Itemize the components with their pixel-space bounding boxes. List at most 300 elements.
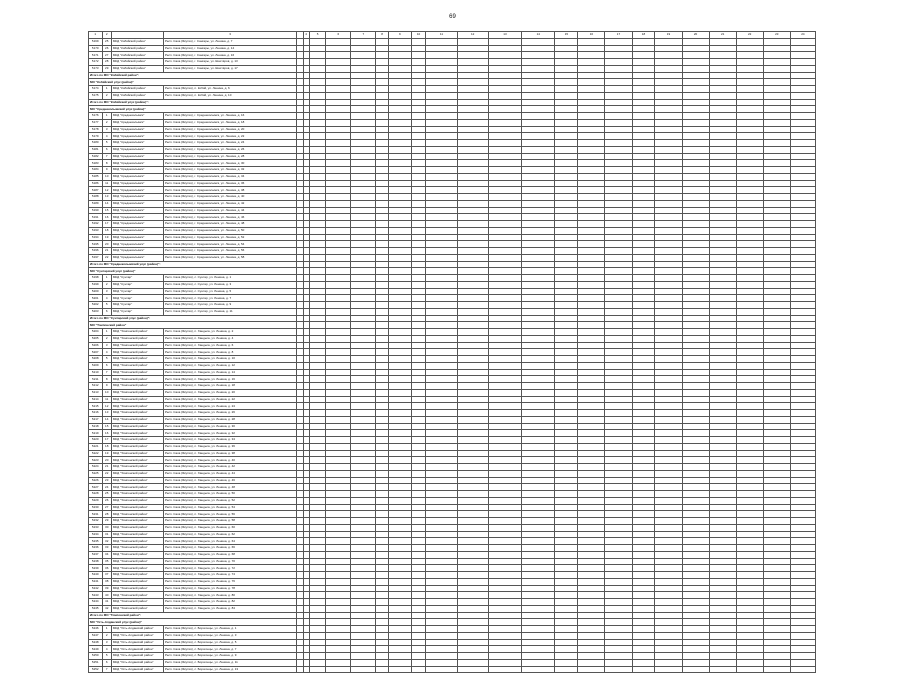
- table-cell: [309, 592, 326, 599]
- table-cell: [457, 666, 488, 673]
- table-cell: [709, 450, 736, 457]
- table-cell: [736, 538, 763, 545]
- table-cell: [790, 248, 815, 255]
- table-cell: [411, 558, 426, 565]
- table-cell: [736, 403, 763, 410]
- table-cell: [682, 437, 709, 444]
- table-cell: [555, 207, 578, 214]
- table-cell: [736, 86, 763, 93]
- table-cell: [632, 254, 655, 261]
- table-cell: [736, 578, 763, 585]
- table-cell: [309, 180, 326, 187]
- table-cell: [457, 92, 488, 99]
- table-cell: [709, 558, 736, 565]
- table-cell: [351, 187, 376, 194]
- table-cell: [682, 619, 709, 626]
- table-cell: 5238: [89, 558, 103, 565]
- table-cell: [351, 653, 376, 660]
- table-cell: [522, 113, 555, 120]
- table-cell: 5220: [89, 437, 103, 444]
- table-cell: [426, 646, 457, 653]
- table-cell: [522, 59, 555, 66]
- table-cell: [555, 659, 578, 666]
- table-cell: [682, 160, 709, 167]
- table-cell: 5218: [89, 423, 103, 430]
- table-cell: [411, 578, 426, 585]
- table-cell: [326, 437, 351, 444]
- table-cell: [605, 113, 632, 120]
- table-cell: [522, 133, 555, 140]
- table-cell: Респ. Саха (Якутия), п. Хандыга, ул. Ленина, д. 2: [163, 329, 296, 336]
- table-cell: [605, 214, 632, 221]
- table-cell: 5248: [89, 639, 103, 646]
- table-cell: 5219: [89, 430, 103, 437]
- table-cell: [488, 659, 521, 666]
- table-row: [89, 275, 816, 282]
- table-cell: [411, 308, 426, 315]
- table-cell: [736, 423, 763, 430]
- table-cell: [655, 133, 682, 140]
- table-cell: [709, 497, 736, 504]
- table-cell: 8: [102, 376, 111, 383]
- table-cell: [426, 288, 457, 295]
- table-cell: [351, 106, 376, 113]
- table-cell: [655, 126, 682, 133]
- table-row: [89, 160, 816, 167]
- table-cell: [709, 119, 736, 126]
- table-cell: [763, 207, 790, 214]
- table-cell: [655, 356, 682, 363]
- table-cell: [326, 200, 351, 207]
- table-cell: [426, 275, 457, 282]
- table-cell: [763, 531, 790, 538]
- table-cell: [736, 214, 763, 221]
- table-cell: [522, 126, 555, 133]
- table-row: [89, 666, 816, 673]
- table-cell: [605, 275, 632, 282]
- table-cell: [426, 322, 457, 329]
- table-cell: 3: [102, 639, 111, 646]
- table-cell: Респ. Саха (Якутия), с. Борогонцы, ул. Ленина, д. 3: [163, 632, 296, 639]
- table-cell: [426, 484, 457, 491]
- table-cell: [555, 410, 578, 417]
- table-cell: [632, 362, 655, 369]
- table-cell: [388, 38, 411, 45]
- table-row: [89, 578, 816, 585]
- table-cell: [578, 200, 605, 207]
- table-cell: [632, 585, 655, 592]
- table-cell: [632, 167, 655, 174]
- table-cell: [605, 369, 632, 376]
- table-cell: [326, 65, 351, 72]
- table-cell: [376, 52, 388, 59]
- table-cell: [605, 545, 632, 552]
- table-cell: [555, 45, 578, 52]
- table-cell: 14: [102, 200, 111, 207]
- table-cell: МКД "Кобяйский район": [111, 86, 163, 93]
- table-cell: [736, 133, 763, 140]
- table-cell: [655, 396, 682, 403]
- table-cell: [555, 173, 578, 180]
- table-cell: [326, 315, 351, 322]
- table-cell: [790, 551, 815, 558]
- table-cell: 42: [102, 605, 111, 612]
- table-cell: [682, 45, 709, 52]
- table-cell: [632, 214, 655, 221]
- table-cell: [709, 457, 736, 464]
- table-cell: [555, 639, 578, 646]
- table-cell: [763, 450, 790, 457]
- table-cell: [682, 113, 709, 120]
- table-cell: [309, 241, 326, 248]
- table-cell: [709, 504, 736, 511]
- table-cell: [605, 119, 632, 126]
- table-cell: [488, 396, 521, 403]
- table-cell: [522, 180, 555, 187]
- table-cell: [763, 173, 790, 180]
- table-cell: [309, 234, 326, 241]
- table-cell: [376, 369, 388, 376]
- table-cell: [376, 632, 388, 639]
- table-cell: [605, 86, 632, 93]
- table-cell: [605, 261, 632, 268]
- column-number: 20: [682, 32, 709, 39]
- table-cell: [655, 619, 682, 626]
- table-cell: [605, 38, 632, 45]
- table-cell: [790, 356, 815, 363]
- table-cell: [309, 59, 326, 66]
- table-cell: [555, 396, 578, 403]
- table-cell: [488, 180, 521, 187]
- table-cell: [605, 464, 632, 471]
- table-cell: [763, 639, 790, 646]
- table-cell: [351, 632, 376, 639]
- table-cell: [682, 187, 709, 194]
- table-cell: [655, 322, 682, 329]
- table-cell: [488, 99, 521, 106]
- table-cell: [457, 72, 488, 79]
- table-cell: [326, 79, 351, 86]
- table-cell: [488, 92, 521, 99]
- table-cell: [709, 126, 736, 133]
- table-row: [89, 659, 816, 666]
- table-cell: [411, 450, 426, 457]
- table-cell: [555, 437, 578, 444]
- table-cell: [790, 72, 815, 79]
- table-cell: [376, 545, 388, 552]
- table-cell: [376, 531, 388, 538]
- table-cell: 5196: [89, 248, 103, 255]
- table-cell: [522, 72, 555, 79]
- table-cell: [605, 234, 632, 241]
- table-cell: [578, 221, 605, 228]
- table-cell: [555, 106, 578, 113]
- table-cell: [351, 349, 376, 356]
- table-cell: Респ. Саха (Якутия), г. Среднеколымск, ул. Ленина, д. 38: [163, 187, 296, 194]
- table-cell: [709, 511, 736, 518]
- table-cell: МКД "Томпонский район": [111, 545, 163, 552]
- table-cell: [682, 308, 709, 315]
- table-cell: [632, 565, 655, 572]
- table-cell: [488, 241, 521, 248]
- table-cell: [457, 626, 488, 633]
- table-cell: [326, 403, 351, 410]
- table-cell: [411, 653, 426, 660]
- table-cell: [655, 119, 682, 126]
- table-cell: [309, 322, 326, 329]
- table-cell: [426, 558, 457, 565]
- table-cell: [457, 146, 488, 153]
- table-cell: [632, 457, 655, 464]
- table-cell: [763, 356, 790, 363]
- table-cell: [309, 599, 326, 606]
- table-cell: [426, 653, 457, 660]
- table-cell: 5190: [89, 207, 103, 214]
- table-cell: [632, 605, 655, 612]
- table-cell: 37: [102, 572, 111, 579]
- table-cell: [632, 72, 655, 79]
- table-cell: [309, 605, 326, 612]
- table-cell: [655, 545, 682, 552]
- table-cell: [578, 207, 605, 214]
- section-title: МО "Среднеколымский улус (район)": [89, 106, 297, 113]
- table-cell: [351, 133, 376, 140]
- table-cell: [655, 214, 682, 221]
- table-cell: МКД "Томпонский район": [111, 524, 163, 531]
- table-cell: 5200: [89, 288, 103, 295]
- table-cell: [488, 268, 521, 275]
- table-cell: [632, 349, 655, 356]
- table-cell: [522, 349, 555, 356]
- table-cell: [522, 167, 555, 174]
- table-cell: Респ. Саха (Якутия), п. Хандыга, ул. Ленина, д. 44: [163, 470, 296, 477]
- table-cell: [736, 72, 763, 79]
- table-cell: [709, 403, 736, 410]
- table-cell: [736, 612, 763, 619]
- table-cell: 5240: [89, 572, 103, 579]
- column-number: 9: [388, 32, 411, 39]
- table-cell: [522, 241, 555, 248]
- table-cell: [457, 214, 488, 221]
- table-cell: [763, 416, 790, 423]
- table-cell: [578, 45, 605, 52]
- table-cell: [488, 207, 521, 214]
- table-cell: [555, 531, 578, 538]
- table-cell: [655, 666, 682, 673]
- table-cell: [632, 497, 655, 504]
- table-cell: [309, 410, 326, 417]
- table-cell: [351, 362, 376, 369]
- table-cell: [411, 335, 426, 342]
- table-cell: [578, 329, 605, 336]
- table-cell: [376, 356, 388, 363]
- table-cell: [522, 146, 555, 153]
- table-cell: [426, 268, 457, 275]
- table-row: [89, 545, 816, 552]
- table-cell: МКД "Томпонский район": [111, 457, 163, 464]
- table-cell: [555, 315, 578, 322]
- table-cell: [388, 396, 411, 403]
- table-cell: [555, 329, 578, 336]
- table-cell: [488, 653, 521, 660]
- table-cell: [388, 605, 411, 612]
- table-cell: [682, 281, 709, 288]
- table-cell: [388, 612, 411, 619]
- table-cell: [736, 626, 763, 633]
- table-cell: Респ. Саха (Якутия), п. Хандыга, ул. Ленина, д. 40: [163, 457, 296, 464]
- table-cell: [457, 315, 488, 322]
- table-cell: [411, 248, 426, 255]
- table-cell: [736, 295, 763, 302]
- table-cell: [457, 599, 488, 606]
- table-cell: [388, 437, 411, 444]
- table-cell: [632, 106, 655, 113]
- table-cell: [605, 403, 632, 410]
- table-cell: [736, 443, 763, 450]
- table-cell: [709, 92, 736, 99]
- table-row: [89, 470, 816, 477]
- table-cell: 4: [102, 133, 111, 140]
- table-cell: МКД "Томпонский район": [111, 389, 163, 396]
- section-header-row: [89, 619, 816, 626]
- table-cell: 10: [102, 173, 111, 180]
- table-cell: [578, 369, 605, 376]
- table-cell: [682, 140, 709, 147]
- table-cell: [790, 302, 815, 309]
- table-cell: [632, 241, 655, 248]
- table-cell: [411, 79, 426, 86]
- table-cell: [351, 335, 376, 342]
- section-total-row: [89, 99, 816, 106]
- table-cell: [309, 518, 326, 525]
- table-cell: [578, 545, 605, 552]
- table-cell: [655, 646, 682, 653]
- table-cell: [709, 133, 736, 140]
- table-cell: 5223: [89, 457, 103, 464]
- table-cell: Респ. Саха (Якутия), г. Среднеколымск, ул. Ленина, д. 22: [163, 133, 296, 140]
- table-cell: [578, 38, 605, 45]
- table-cell: [709, 335, 736, 342]
- table-cell: [309, 214, 326, 221]
- table-cell: [376, 450, 388, 457]
- table-cell: [605, 92, 632, 99]
- table-cell: [763, 140, 790, 147]
- table-row: [89, 551, 816, 558]
- table-cell: [790, 578, 815, 585]
- table-cell: [522, 376, 555, 383]
- table-cell: [682, 470, 709, 477]
- column-number: 15: [555, 32, 578, 39]
- table-cell: [790, 423, 815, 430]
- table-cell: [605, 585, 632, 592]
- table-cell: МКД "Томпонский район": [111, 511, 163, 518]
- table-cell: [763, 477, 790, 484]
- table-cell: [578, 126, 605, 133]
- table-cell: [555, 369, 578, 376]
- table-cell: [605, 626, 632, 633]
- table-cell: МКД "Томпонский район": [111, 410, 163, 417]
- table-cell: [578, 342, 605, 349]
- table-cell: [411, 146, 426, 153]
- table-cell: [426, 450, 457, 457]
- table-cell: [790, 106, 815, 113]
- table-cell: [457, 612, 488, 619]
- table-cell: [351, 403, 376, 410]
- table-cell: [388, 389, 411, 396]
- table-cell: МКД "Томпонский район": [111, 558, 163, 565]
- table-cell: [488, 160, 521, 167]
- column-number: 24: [790, 32, 815, 39]
- section-total-row: [89, 261, 816, 268]
- table-cell: [309, 227, 326, 234]
- table-cell: [488, 410, 521, 417]
- table-cell: [632, 207, 655, 214]
- table-cell: [326, 572, 351, 579]
- table-cell: [709, 605, 736, 612]
- table-cell: [682, 52, 709, 59]
- table-cell: [555, 79, 578, 86]
- table-cell: Респ. Саха (Якутия), п. Кобяй, ул. Ленина, д. 6: [163, 86, 296, 93]
- table-cell: [522, 248, 555, 255]
- table-cell: [682, 254, 709, 261]
- table-cell: [555, 362, 578, 369]
- table-cell: [736, 389, 763, 396]
- table-cell: [682, 200, 709, 207]
- table-cell: [426, 65, 457, 72]
- table-cell: [426, 666, 457, 673]
- table-cell: [351, 322, 376, 329]
- table-cell: [388, 484, 411, 491]
- table-cell: [736, 92, 763, 99]
- table-cell: 12: [102, 187, 111, 194]
- table-cell: [605, 450, 632, 457]
- table-cell: [426, 153, 457, 160]
- table-cell: [763, 38, 790, 45]
- table-cell: [790, 612, 815, 619]
- table-cell: [632, 234, 655, 241]
- table-cell: [376, 160, 388, 167]
- table-cell: [388, 45, 411, 52]
- table-cell: [790, 38, 815, 45]
- table-cell: 5202: [89, 302, 103, 309]
- table-cell: [388, 86, 411, 93]
- table-cell: [376, 288, 388, 295]
- table-cell: [790, 484, 815, 491]
- table-cell: [522, 518, 555, 525]
- table-cell: [578, 497, 605, 504]
- table-row: [89, 295, 816, 302]
- table-cell: [376, 477, 388, 484]
- table-cell: 22: [102, 470, 111, 477]
- table-cell: [578, 295, 605, 302]
- table-cell: [578, 153, 605, 160]
- table-cell: [736, 106, 763, 113]
- table-cell: [632, 200, 655, 207]
- table-cell: [555, 275, 578, 282]
- table-cell: [605, 329, 632, 336]
- table-cell: [682, 383, 709, 390]
- table-cell: [388, 349, 411, 356]
- table-cell: [682, 511, 709, 518]
- table-row: [89, 497, 816, 504]
- table-cell: 5174: [89, 86, 103, 93]
- table-cell: [309, 578, 326, 585]
- table-cell: [555, 612, 578, 619]
- table-cell: [457, 200, 488, 207]
- table-cell: [605, 248, 632, 255]
- table-cell: [578, 619, 605, 626]
- table-cell: [309, 511, 326, 518]
